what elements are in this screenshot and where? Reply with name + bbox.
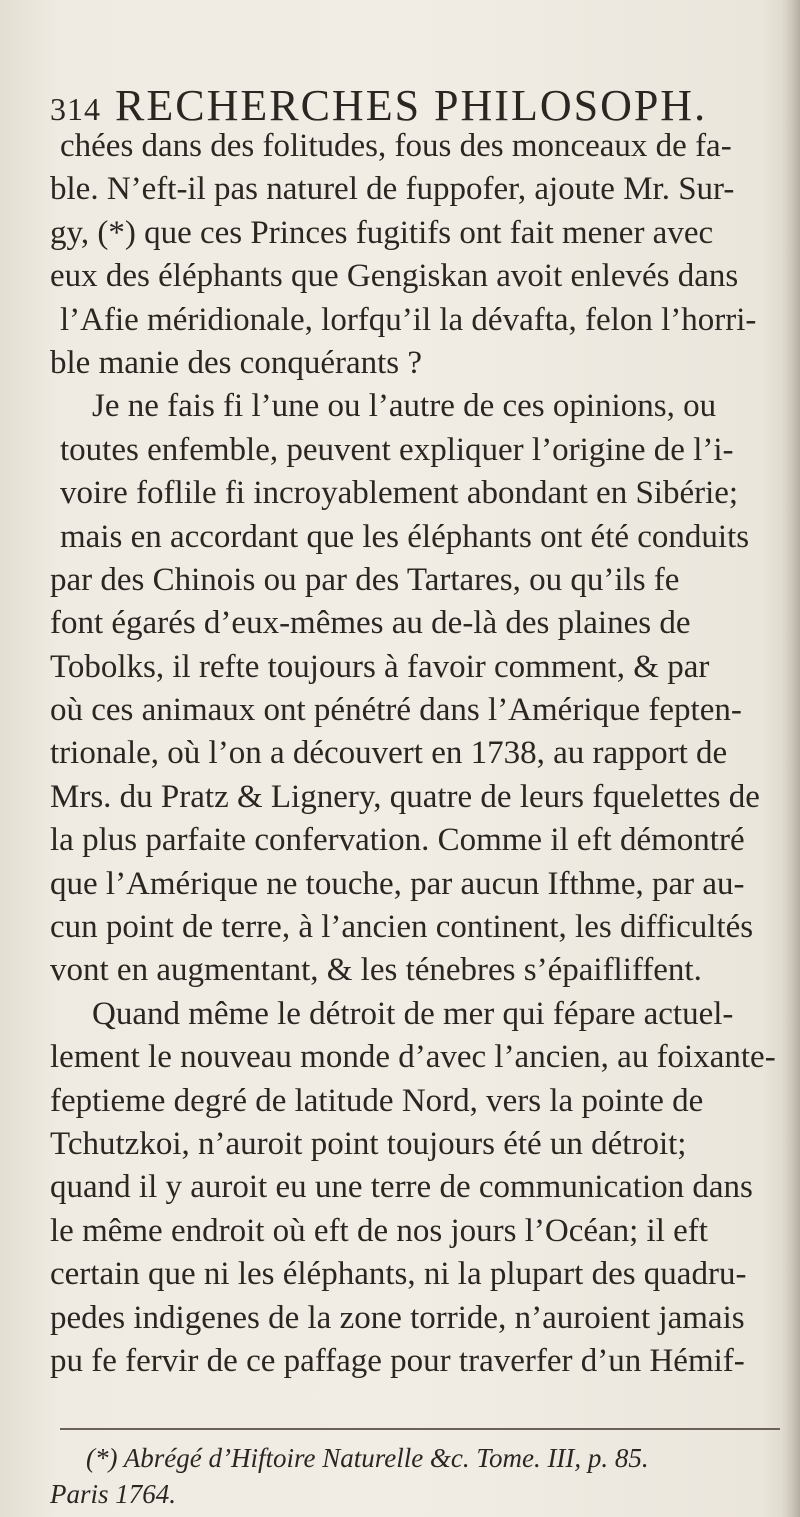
text-line: eux des éléphants que Gengiskan avoit enlevés dans — [50, 258, 739, 295]
body-text — [50, 125, 790, 1383]
text-line: Tchutzkoi, n’auroit point toujours été un détroit; — [50, 1125, 687, 1162]
paragraph-start-line: Quand même le détroit de mer qui fépare actuel- — [92, 995, 734, 1032]
text-line: gy, (*) que ces Princes fugitifs ont fait mener avec — [50, 214, 714, 251]
paragraph-start-line: Je ne fais fi l’une ou l’autre de ces opinions, ou — [92, 388, 717, 425]
text-line: voire foflile fi incroyablement abondant en Sibérie; — [60, 475, 739, 512]
text-line: pu fe fervir de ce paffage pour traverfer d’un Hémif- — [50, 1342, 745, 1379]
text-line: trionale, où l’on a découvert en 1738, au rapport de — [50, 735, 728, 772]
text-line: toutes enfemble, peuvent expliquer l’origine de l’i- — [60, 431, 734, 468]
page-header — [50, 80, 707, 131]
footnote-line: (*) Abrégé d’Hiftoire Naturelle &c. Tome. III, p. 85. — [86, 1443, 649, 1473]
text-line: Mrs. du Pratz & Lignery, quatre de leurs fquelettes de — [50, 778, 760, 815]
footnote-divider — [60, 1428, 780, 1430]
text-line: feptieme degré de latitude Nord, vers la pointe de — [50, 1082, 704, 1119]
text-line: ble. N’eft-il pas naturel de fuppofer, ajoute Mr. Sur- — [50, 171, 735, 208]
text-line: font égarés d’eux-mêmes au de-là des plaines de — [50, 605, 691, 642]
text-line: mais en accordant que les éléphants ont été conduits — [60, 518, 750, 555]
text-line: certain que ni les éléphants, ni la plupart des quadru- — [50, 1256, 747, 1293]
footnote-line: Paris 1764. — [50, 1479, 177, 1509]
text-line: où ces animaux ont pénétré dans l’Amérique fepten- — [50, 692, 742, 729]
text-line: par des Chinois ou par des Tartares, ou qu’ils fe — [50, 561, 680, 598]
text-line: lement le nouveau monde d’avec l’ancien, au foixante- — [50, 1039, 776, 1076]
page-number: 314 — [50, 91, 101, 127]
text-line: l’Afie méridionale, lorfqu’il la dévafta, felon l’horri- — [60, 301, 757, 338]
text-line: le même endroit où eft de nos jours l’Océan; il eft — [50, 1212, 708, 1249]
text-line: ble manie des conquérants ? — [50, 344, 423, 381]
text-line: pedes indigenes de la zone torride, n’auroient jamais — [50, 1299, 745, 1336]
text-line: vont en augmentant, & les ténebres s’épaifliffent. — [50, 952, 702, 989]
footnote — [50, 1440, 790, 1512]
text-line: la plus parfaite confervation. Comme il eft démontré — [50, 822, 745, 859]
text-line: cun point de terre, à l’ancien continent, les difficultés — [50, 909, 754, 946]
text-line: quand il y auroit eu une terre de communication dans — [50, 1169, 753, 1206]
text-line: chées dans des folitudes, fous des monceaux de fa- — [60, 128, 732, 164]
text-line: Tobolks, il refte toujours à favoir comment, & par — [50, 648, 710, 685]
text-line: que l’Amérique ne touche, par aucun Ifthme, par au- — [50, 865, 745, 902]
running-title: RECHERCHES PHILOSOPH. — [115, 81, 708, 130]
